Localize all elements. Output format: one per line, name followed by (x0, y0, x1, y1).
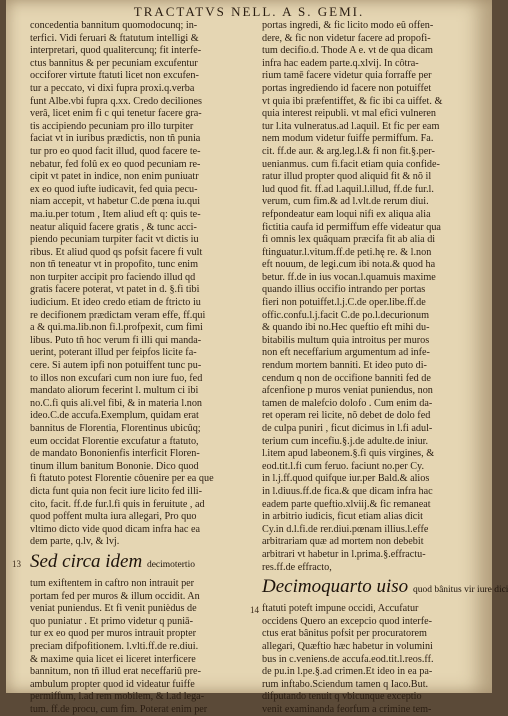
text-line: dicta funt quia non fecit iure licito fed illi- (30, 485, 202, 497)
text-line: verâ, licet enim fi c qui tenetur facere gra- (30, 108, 202, 120)
text-line: res.ff.de effracto, (262, 561, 332, 573)
section-number-14: 14 (250, 605, 259, 616)
text-line: mandato aliorum fecerint l. multum ci ibi (30, 385, 199, 397)
section-14-heading-row (262, 576, 508, 601)
text-line: quod poffent multa iura allegari, Pro quo (30, 511, 197, 523)
text-line: quia interest reipubli. vt mal efici vulneren (262, 108, 436, 120)
running-header: TRACTATVS NELL. A S. GEMI. (133, 4, 365, 19)
text-line: cito, facit. ff.de fur.l.fi quis in feruitute , ad (30, 498, 205, 510)
text-line: ftinguatur.l.vitum.ff.de peti.hę re. & l.non (262, 246, 432, 258)
text-line: a & qui.ma.lib.non fi.l.profpexit, cum fimi (30, 322, 203, 334)
text-line: tur l.ita vulneratus.ad l.aquil. Et fic per eam (262, 120, 440, 132)
text-line: ex eo quod iufte iudicavit, fed quia pecu- (30, 183, 198, 195)
text-line: dere, & fic non videtur facere ad propofi- (262, 32, 431, 44)
text-line: gratis facere poterat, vt patet in d. §.fi tibi (30, 284, 200, 296)
text-line: fictitia caufa id permiffum effe videatur qua (262, 221, 441, 233)
text-line: eadem parte queftio.xlviij.& fic remaneat (262, 498, 431, 510)
text-line: cit. ff.de aur. & arg.leg.l.& fi non fit.§.per- (262, 145, 435, 157)
text-line: iudicium. Et ideo credo etiam de ftricto iu (30, 297, 201, 309)
section-13-heading-row (12, 550, 256, 576)
text-line: rum inftabo.Sciendum tamen q Iaco.But. (262, 678, 429, 690)
text-line: libus. Puto tñ hoc verum fi illi qui manda- (30, 334, 202, 346)
text-line: ribus. Et aliud quod qs pofsit facere fi vult (30, 246, 203, 258)
text-line: neatur aliquid facere gratis , & tunc acci- (30, 221, 197, 233)
text-line: no.C.fi quis ali.vel fibi, & in materia l.non (30, 397, 203, 409)
text-line: dem parte, q.lv, & lvj. (30, 536, 120, 548)
text-line: afcenfione p muros veniat puniendus, non (262, 385, 433, 397)
text-line: quo puniatur . Et primo videtur q puniā- (30, 615, 193, 627)
text-line: rendum mortem banniti. Et ideo puto di- (262, 360, 427, 372)
text-line: cipit vt patet in indice, non enim puniuatr (30, 171, 199, 183)
text-line: eod.tit.l.fi cum feruo. faciunt no.per Cy. (262, 460, 425, 472)
text-line: non tñ teneatur vt in propofito, tunc enim (30, 259, 199, 271)
text-line: vt quia ibi præfentiffet, & fic ibi ca uiffet. & (262, 95, 443, 107)
text-line: ideo.C.de accufa.Exemplum, quidam erat (30, 410, 199, 422)
text-line: preciam difpofitionem. l.vlti.ff.de re.diui. (30, 640, 199, 652)
text-line: fieri non potuiffet.l.j.C.de oper.libe.ff.de (262, 297, 426, 309)
text-line: cendum q non de occifione banniti fed de (262, 372, 431, 384)
text-line: uenianmus. cum fi.facit etiam quia confide- (262, 158, 440, 170)
text-line: portas ingredi, & fic licito modo eû offen- (262, 20, 434, 31)
text-line: eft nouum, de legi.cum ibi nota.& quod ha (262, 259, 436, 271)
text-line: occiforer virtute ftatuti licet non excufen- (30, 70, 199, 82)
text-line: & maxime quia licet ei liceret interficere (30, 653, 196, 665)
text-line: tum decifio.d. Thode A e. vt de qua dicam (262, 45, 433, 57)
text-line: ftatuti poteft impune occidi, Accufatur (262, 603, 419, 615)
text-line: Cy.in d.l.fi.de rer.diui.pœnam illius.l.effe (262, 523, 429, 535)
text-line: tum. ff.de procu, cum fim. Poterat enim per (30, 703, 208, 715)
text-line: de culpa puniri , ficut dicimus in l.fi adul- (262, 423, 433, 434)
text-line: terium cum incefiu.§.j.de adulte.de iniur. (262, 435, 429, 447)
left-text-block-1 (30, 20, 256, 549)
text-line: fi ftatuto potest Florentie côuenire per ea que (30, 473, 214, 485)
text-line: in arbitrio iudicis, ficut etiam alias dicit (262, 511, 423, 523)
text-line: niam accepit, vt habetur C.de pœna iu.qui (30, 196, 201, 208)
text-line: bannitus de Florentia, Florentinus ubicûq; (30, 423, 201, 434)
section-heading-13-tail: decimotertio (146, 559, 195, 570)
right-text-block-2-wrap (250, 603, 480, 716)
text-line: vltimo dicto vide quod dicam infra hac ea (30, 523, 201, 535)
section-heading-14-tail: quod bânitus vir iure dici (412, 585, 508, 596)
right-text-block-1 (262, 20, 480, 574)
text-line: ma.iu.per totum , Item aliud eft q: quis te- (30, 208, 201, 220)
text-line: allegari, Quæftio hæc habetur in volumini (262, 640, 433, 652)
text-line: occidens Quero an excepcio quod interfe- (262, 615, 432, 627)
text-line: infra hac eadem parte.q.xlvij. In côtra- (262, 57, 419, 69)
left-column (12, 20, 256, 716)
text-line: tur ex eo quod per muros intrauit propter (30, 628, 197, 640)
text-line: non eft neceffarium argumentum ad infe- (262, 347, 430, 359)
text-line: eum occidat Florentie excufatur a ftatuto, (30, 435, 199, 447)
text-line: terfici. Vidi feruari & ftatutum intelligi & (30, 32, 199, 44)
book-page (6, 0, 508, 715)
text-line: verum, cum fim.& ad l.vlt.de rerum diui. (262, 196, 429, 208)
text-line: funt Albe.vbi fupra q.xx. Credo deciliones (30, 95, 203, 107)
text-line: & quando ibi no.Hec queftio eft mihi du- (262, 322, 430, 334)
text-line: portas ingrediendo id facere non potuiffet (262, 82, 432, 94)
text-line: tur a peccato, vi dixi fupra proxi.q.verba (30, 82, 195, 94)
text-line: bus in c.veniens.de accufa.eod.tit.l.reos.ff. (262, 653, 434, 665)
text-line: quando illius occifio intrando per portas (262, 284, 426, 296)
text-line: nebatur, fed folû ex eo quod pecuniam re- (30, 158, 201, 170)
text-line: lud quod fit. ff.ad l.aquil.l.illud, ff.de fur.l. (262, 183, 434, 195)
text-line: portam fed per muros & illum occidit. An (30, 590, 200, 602)
text-line: tis accipiendo pecuniam pro illo turpiter (30, 120, 194, 132)
text-line: fi omnis lex quâquam præcifa fit ab alia di (262, 234, 436, 246)
section-number-13: 13 (12, 558, 21, 569)
text-line: cere. Si autem ipfi non potuiffent tunc pu- (30, 360, 202, 372)
text-line: ctus bannitus & per pecuniam excufentur (30, 57, 198, 69)
text-line: arbitrari vt habetur in l.prima.§.effractu- (262, 548, 426, 560)
text-line: rium tamē facere videtur quia forraffe per (262, 70, 432, 82)
left-text-block-2 (30, 578, 256, 716)
text-line: arbitrariam quæ ad mortem non debebit (262, 536, 424, 548)
text-line: ret operam rei licite, nõ debet de dolo fed (262, 410, 431, 422)
text-line: tinum illum banitum Bononie. Dico quod (30, 460, 199, 472)
text-line: de pu.in l.pe.§.ad crimen.Et ideo in ea pa- (262, 666, 433, 678)
text-line: difputando tenuit q vbicunque exceptio (262, 691, 422, 703)
text-line: bannitum, non tñ illud erat neceffariû pre- (30, 666, 201, 678)
text-line: veniat puniendus. Et fi venit punièdus de (30, 603, 197, 615)
text-line: tur pro eo quod facit illud, quod facere te- (30, 145, 201, 157)
text-line: de mandato Bononienfis interficit Floren- (30, 448, 200, 460)
text-line: ambulum propter quod id videatur fuiffe (30, 678, 195, 690)
text-line: permiffum, l.ad rem mobilem, & l.ad lega- (30, 691, 205, 703)
text-line: offic.confu.l.j.facit C.de po.l.decurionum (262, 309, 430, 321)
text-line: l.item apud labeonem.§.fi quis virgines, & (262, 448, 435, 460)
section-heading-14 (262, 576, 508, 601)
text-line: interpretari, quod qualitercunq; fit interfe- (30, 45, 202, 57)
text-line: piendo pecuniam turpiter facit vt dictis iu (30, 234, 199, 246)
text-line: non turpiter accipit pro faciendo illud qd (30, 271, 196, 283)
text-line: in l.diuus.ff.de fica.& que dicam infra hac (262, 485, 433, 497)
text-line: ctus erat bânitus pofsit per procuratorem (262, 628, 427, 640)
text-line: tamen de malefcio dolofo . Cum enim da- (262, 397, 433, 409)
text-line: nem modum videtur fuiffe permiffum. Fa. (262, 133, 434, 145)
text-line: ratur illud propter quod aliquid fit & nõ il (262, 171, 432, 183)
text-line: in l.j.ff.quod quifque iur.per Bald.& alios (262, 473, 430, 485)
right-column (250, 20, 508, 716)
text-line: uerint, poterant illud per feipfos licite fa- (30, 347, 197, 359)
right-text-block-2 (262, 603, 480, 716)
text-line: refpondeatur eam loqui nifi ex aliqua alia (262, 208, 431, 220)
text-line: bitabilis multum quia introitus per muros (262, 334, 430, 346)
section-heading-13 (30, 551, 256, 576)
text-line: venit examinanda feorfum a crimine tem- (262, 703, 432, 715)
text-line: concedentia bannitum quomodocunq; in- (30, 20, 198, 31)
text-line: tum exiftentem in caftro non intrauit per (30, 577, 195, 589)
text-line: betur. ff.de in ius vocan.l.quamuis maxime (262, 271, 436, 283)
text-line: faciat vt in iuribus prædictis, non tñ punia (30, 133, 201, 145)
text-line: to illos non excufari cum non iure fuo, fed (30, 372, 203, 384)
section-heading-14-text: Decimoquarto uiso (262, 576, 409, 598)
text-line: re decifionem prædictam veram effe, ff.qui (30, 309, 206, 321)
section-heading-13-text: Sed circa idem (30, 550, 143, 572)
